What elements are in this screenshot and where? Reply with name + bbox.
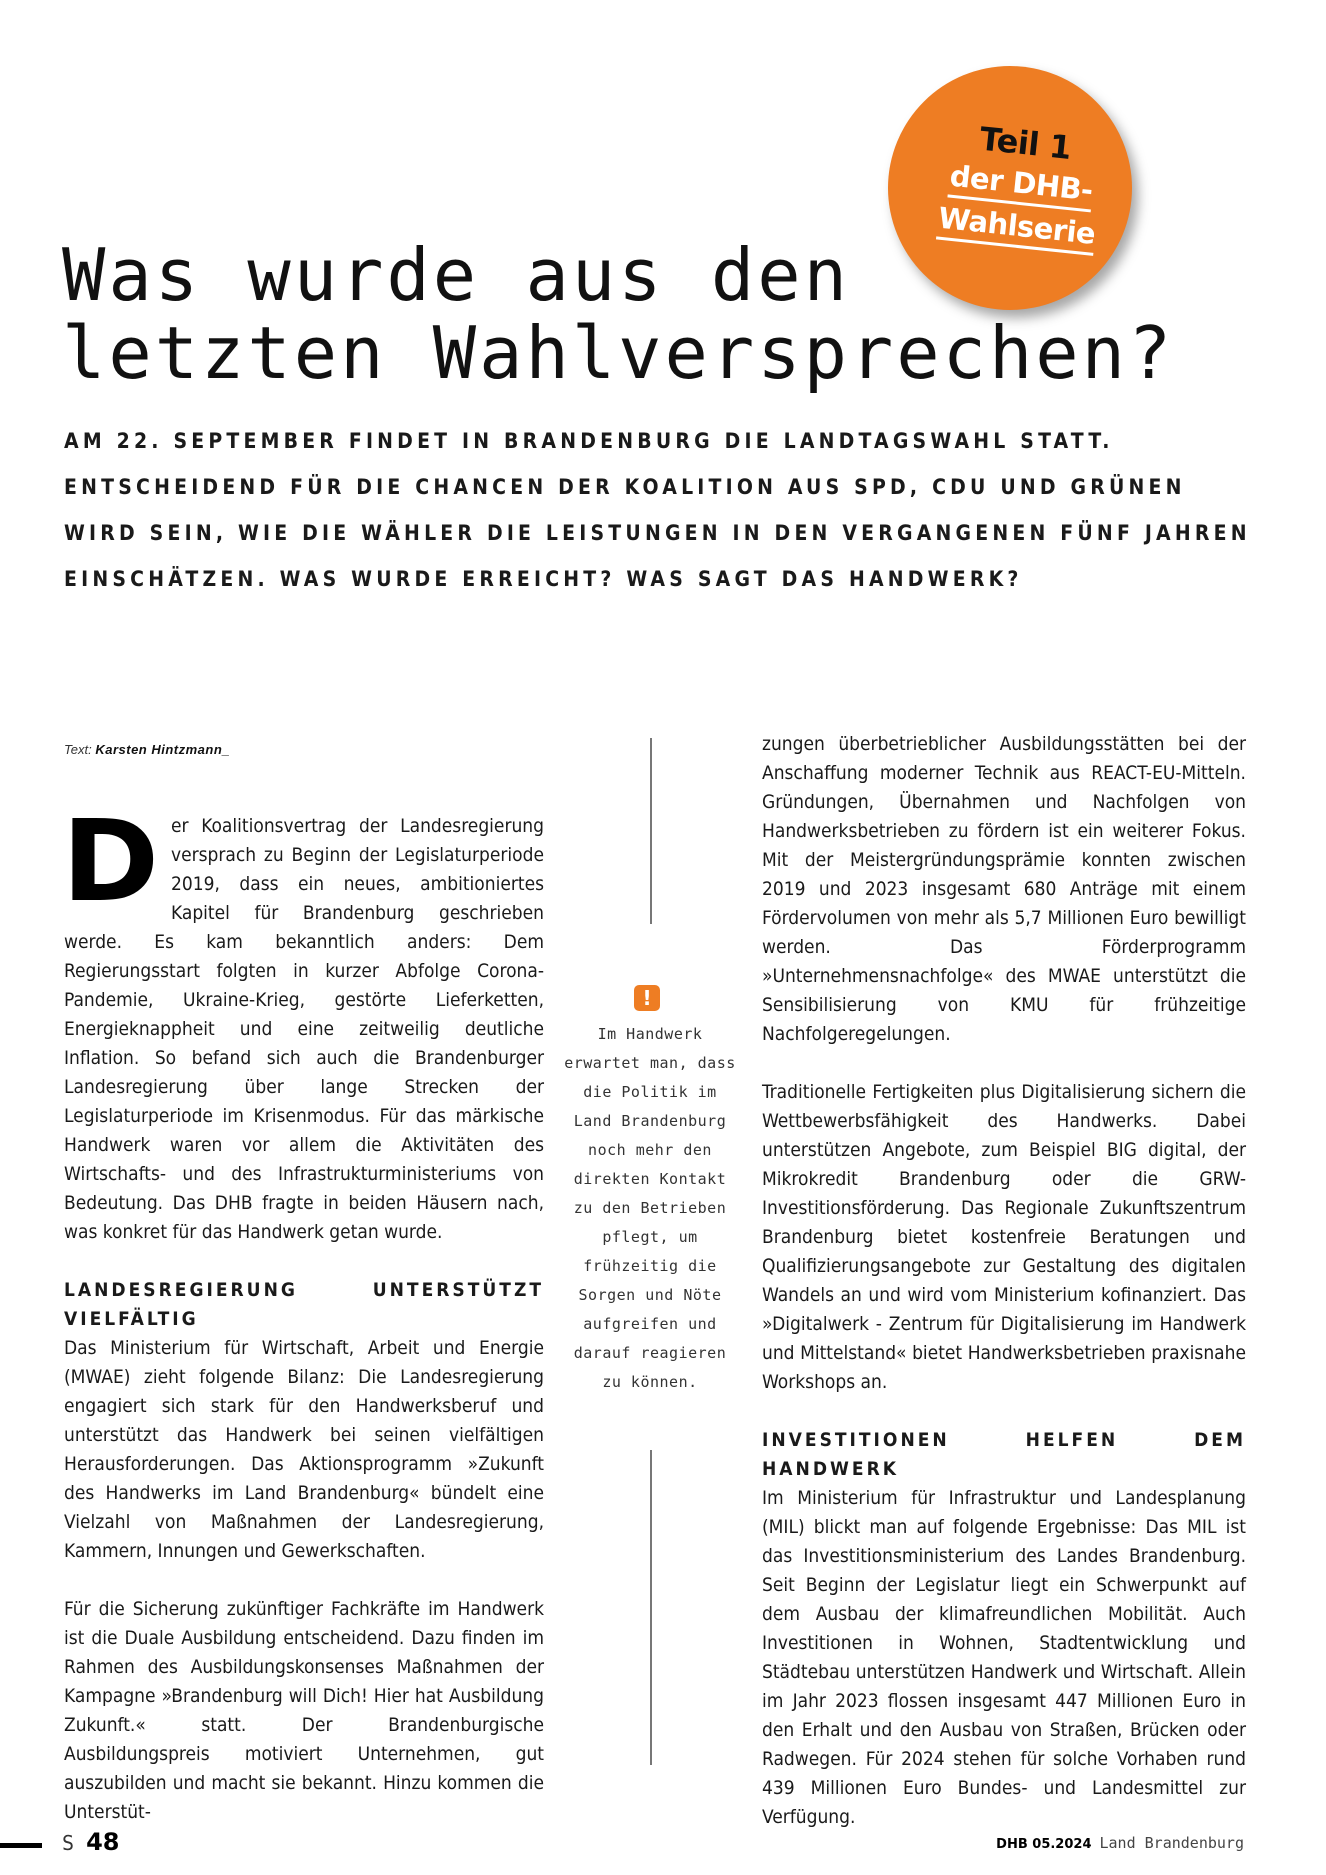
headline-line2: letzten Wahlversprechen? (62, 311, 1175, 395)
section-heading: INVESTITIONEN HELFEN DEM HANDWERK (762, 1429, 1246, 1480)
column-divider-bottom (650, 1450, 652, 1765)
column-divider-top (650, 738, 652, 924)
body-paragraph: zungen überbetrieblicher Ausbildungsstätten bei der Anschaffung moderner Technik aus REACT-EU-Mitteln. Gründungen, Übernahmen und Nachfolgen von Handwerksbetrieben zu fördern ist ein weiterer Fokus. Mit der Meistergründungsprämie konnten zwischen 2019 und 2023 insgesamt 680 Anträge mit einem Fördervolumen von mehr als 5,7 Millionen Euro bewilligt werden. Das Förderprogramm »Unternehmensnachfolge« des MWAE unterstützt die Sensibilisierung von KMU für frühzeitige Nachfolgeregelungen. (762, 733, 1246, 1045)
right-column (762, 730, 1246, 1861)
page-number-value: 48 (86, 1828, 120, 1856)
page-prefix: S (62, 1831, 75, 1855)
body-paragraph: Das Ministerium für Wirtschaft, Arbeit und Energie (MWAE) zieht folgende Bilanz: Die Landesregierung engagiert sich stark für den Handwerksberuf und unterstützt das Handwerk bei seinen vielfältigen Herausforderungen. Das Aktionsprogramm »Zukunft des Handwerks im Land Brandenburg« bündelt eine Vielzahl von Maßnahmen der Landesregierung, Kammern, Innungen und Gewerkschaften. (64, 1337, 544, 1562)
badge-series-line2: Wahlserie (936, 201, 1097, 256)
badge-part-label: Teil 1 (977, 119, 1074, 167)
headline-line1: Was wurde aus den (62, 233, 850, 317)
headline (62, 233, 1175, 395)
byline-label: Text: (64, 742, 92, 757)
lead-paragraph: AM 22. SEPTEMBER FINDET IN BRANDENBURG DIE LANDTAGSWAHL STATT. ENTSCHEIDEND FÜR DIE CHANCEN DER KOALITION AUS SPD, CDU UND GRÜNEN WIRD SEIN, WIE DIE WÄHLER DIE LEISTUNGEN IN DEN VERGANGENEN FÜNF JAHREN EINSCHÄTZEN. WAS WURDE ERREICHT? WAS SAGT DAS HANDWERK? (64, 429, 1251, 591)
intro-paragraph (61, 797, 544, 1247)
intro-text: er Koalitionsvertrag der Landesregierung versprach zu Beginn der Legislaturperiode 2019, dass ein neues, ambitioniertes Kapitel für Brandenburg geschrieben werde. Es kam bekanntlich anders: Dem Regierungsstart folgten in kurzer Abfolge Corona-Pandemie, Ukraine-Krieg, gestörte Lieferketten, Energieknappheit und eine zeitweilig deutliche Inflation. So befand sich auch die Brandenburger Landesregierung über lange Strecken der Legislaturperiode im Krisenmodus. Für das märkische Handwerk waren vor allem die Aktivitäten des Wirtschafts- und des Infrastrukturministeriums von Bedeutung. Das DHB fragte in beiden Häusern nach, was konkret für das Handwerk getan wurde. (64, 815, 544, 1243)
body-paragraph: Im Ministerium für Infrastruktur und Landesplanung (MIL) blickt man auf folgende Ergebnisse: Das MIL ist das Investitionsministerium des Landes Brandenburg. Seit Beginn der Legislatur liegt ein Schwerpunkt auf dem Ausbau der klimafreundlichen Mobilität. Auch Investitionen in Wohnen, Stadtentwicklung und Städtebau unterstützen Handwerk und Wirtschaft. Allein im Jahr 2023 flossen insgesamt 447 Millionen Euro in den Erhalt und den Ausbau von Straßen, Brücken oder Radwegen. Für 2024 stehen für solche Vorhaben rund 439 Millionen Euro Bundes- und Landesmittel zur Verfügung. (762, 1487, 1246, 1828)
pull-quote: Im Handwerk erwartet man, dass die Politik im Land Brandenburg noch mehr den direkten Kontakt zu den Betrieben pflegt, um frühzeitig die Sorgen und Nöte aufgreifen und darauf reagieren zu können. (564, 1025, 736, 1391)
footer-issue (996, 1834, 1244, 1852)
page-number (62, 1828, 120, 1856)
body-paragraph: Traditionelle Fertigkeiten plus Digitalisierung sichern die Wettbewerbsfähigkeit des Handwerks. Dabei unterstützen Angebote, zum Beispiel BIG digital, der Mikrokredit Brandenburg oder die GRW-Investitionsförderung. Das Regionale Zukunftszentrum Brandenburg bietet kostenfreie Beratungen und Qualifizierungsangebote zur Gestaltung des digitalen Wandels an und wird vom Ministerium kofinanziert. Das »Digitalwerk - Zentrum für Digitalisierung im Handwerk und Mittelstand« bietet Handwerksbetrieben praxisnahe Workshops an. (762, 1081, 1246, 1393)
section-heading: LANDESREGIERUNG UNTERSTÜTZT VIELFÄLTIG (64, 1279, 544, 1330)
drop-cap: D (61, 797, 160, 927)
left-column (61, 797, 544, 1856)
badge-series-line1: der DHB- (948, 159, 1095, 213)
body-paragraph: Für die Sicherung zukünftiger Fachkräfte im Handwerk ist die Duale Ausbildung entscheidend. Dazu finden im Rahmen des Ausbildungskonsenses Maßnahmen der Kampagne »Brandenburg will Dich! Hier hat Ausbildung Zukunft.« statt. Der Brandenburgische Ausbildungspreis motiviert Unternehmen, gut auszubilden und macht sie bekannt. Hinzu kommen die Unterstüt- (64, 1598, 544, 1823)
footer-rule (0, 1843, 42, 1848)
byline (64, 742, 230, 757)
issue-label: DHB 05.2024 (996, 1837, 1092, 1852)
section-label: Land Brandenburg (1099, 1834, 1244, 1852)
exclamation-icon: ! (634, 985, 660, 1011)
byline-author: Karsten Hintzmann_ (95, 742, 231, 757)
